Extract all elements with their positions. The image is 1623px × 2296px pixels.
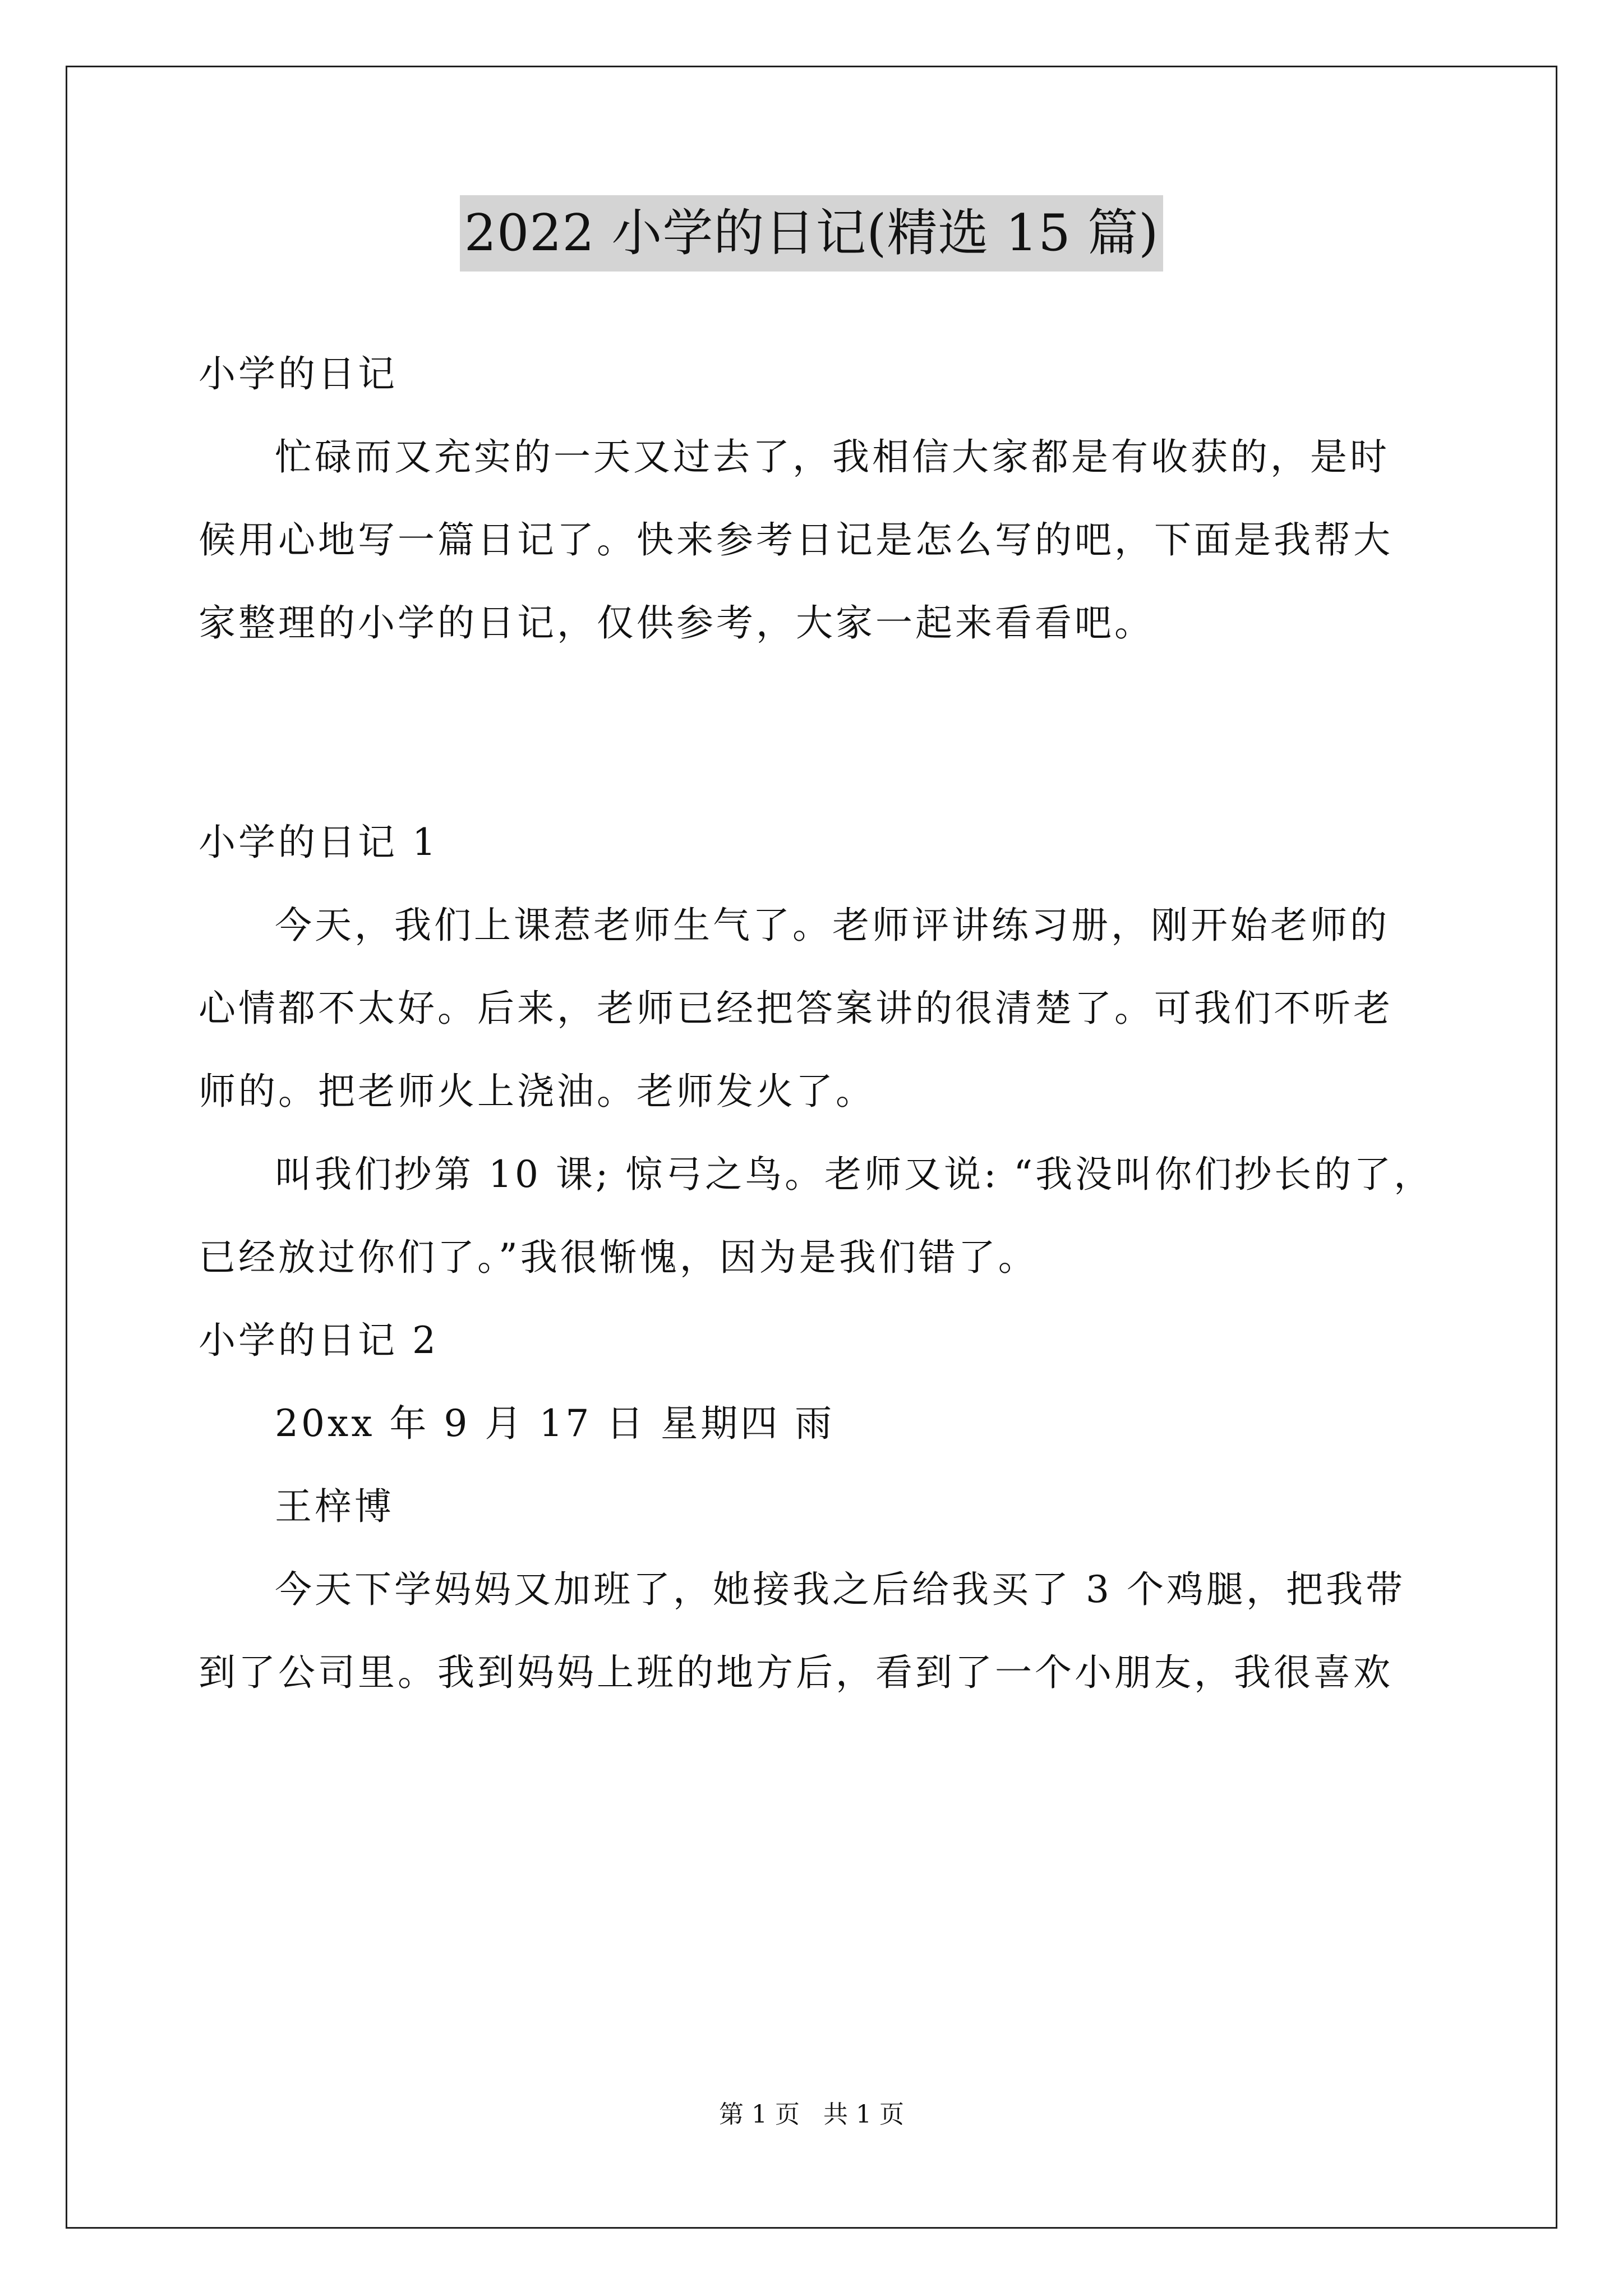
paragraph-line: 候用心地写一篇日记了。快来参考日记是怎么写的吧，下面是我帮大	[199, 518, 1393, 562]
paragraph-line: 心情都不太好。后来，老师已经把答案讲的很清楚了。可我们不听老	[199, 987, 1393, 1030]
diary2-author: 王梓博	[275, 1485, 394, 1528]
diary1-heading: 小学的日记 1	[199, 821, 439, 864]
intro-paragraph	[199, 431, 1432, 650]
diary1-paragraph1	[199, 899, 1432, 1118]
document-body	[199, 348, 1432, 1699]
diary2-heading: 小学的日记 2	[199, 1319, 439, 1362]
paragraph-line: 今天下学妈妈又加班了，她接我之后给我买了 3 个鸡腿，把我带	[275, 1568, 1405, 1611]
paragraph-line: 到了公司里。我到妈妈上班的地方后，看到了一个小朋友，我很喜欢	[199, 1651, 1393, 1694]
paragraph-line: 已经放过你们了。”我很惭愧，因为是我们错了。	[199, 1236, 1038, 1279]
paragraph-line: 师的。把老师火上浇油。老师发火了。	[199, 1070, 875, 1113]
intro-heading: 小学的日记	[199, 352, 398, 395]
diary1-paragraph2	[199, 1148, 1432, 1284]
page-total: 共 1 页	[823, 2100, 904, 2129]
page-footer	[0, 2098, 1623, 2132]
paragraph-line: 今天，我们上课惹老师生气了。老师评讲练习册，刚开始老师的	[275, 904, 1390, 947]
page-number: 第 1 页	[719, 2100, 800, 2129]
paragraph-line: 叫我们抄第 10 课; 惊弓之鸟。老师又说: “我没叫你们抄长的了，	[275, 1153, 1434, 1196]
diary2-paragraph1	[199, 1563, 1432, 1699]
paragraph-line: 家整理的小学的日记，仅供参考，大家一起来看看吧。	[199, 601, 1154, 645]
title-container	[0, 195, 1623, 272]
diary2-date-line: 20xx 年 9 月 17 日 星期四 雨	[275, 1402, 835, 1445]
document-title: 2022 小学的日记(精选 15 篇)	[460, 195, 1164, 272]
paragraph-line: 忙碌而又充实的一天又过去了，我相信大家都是有收获的，是时	[275, 435, 1390, 478]
